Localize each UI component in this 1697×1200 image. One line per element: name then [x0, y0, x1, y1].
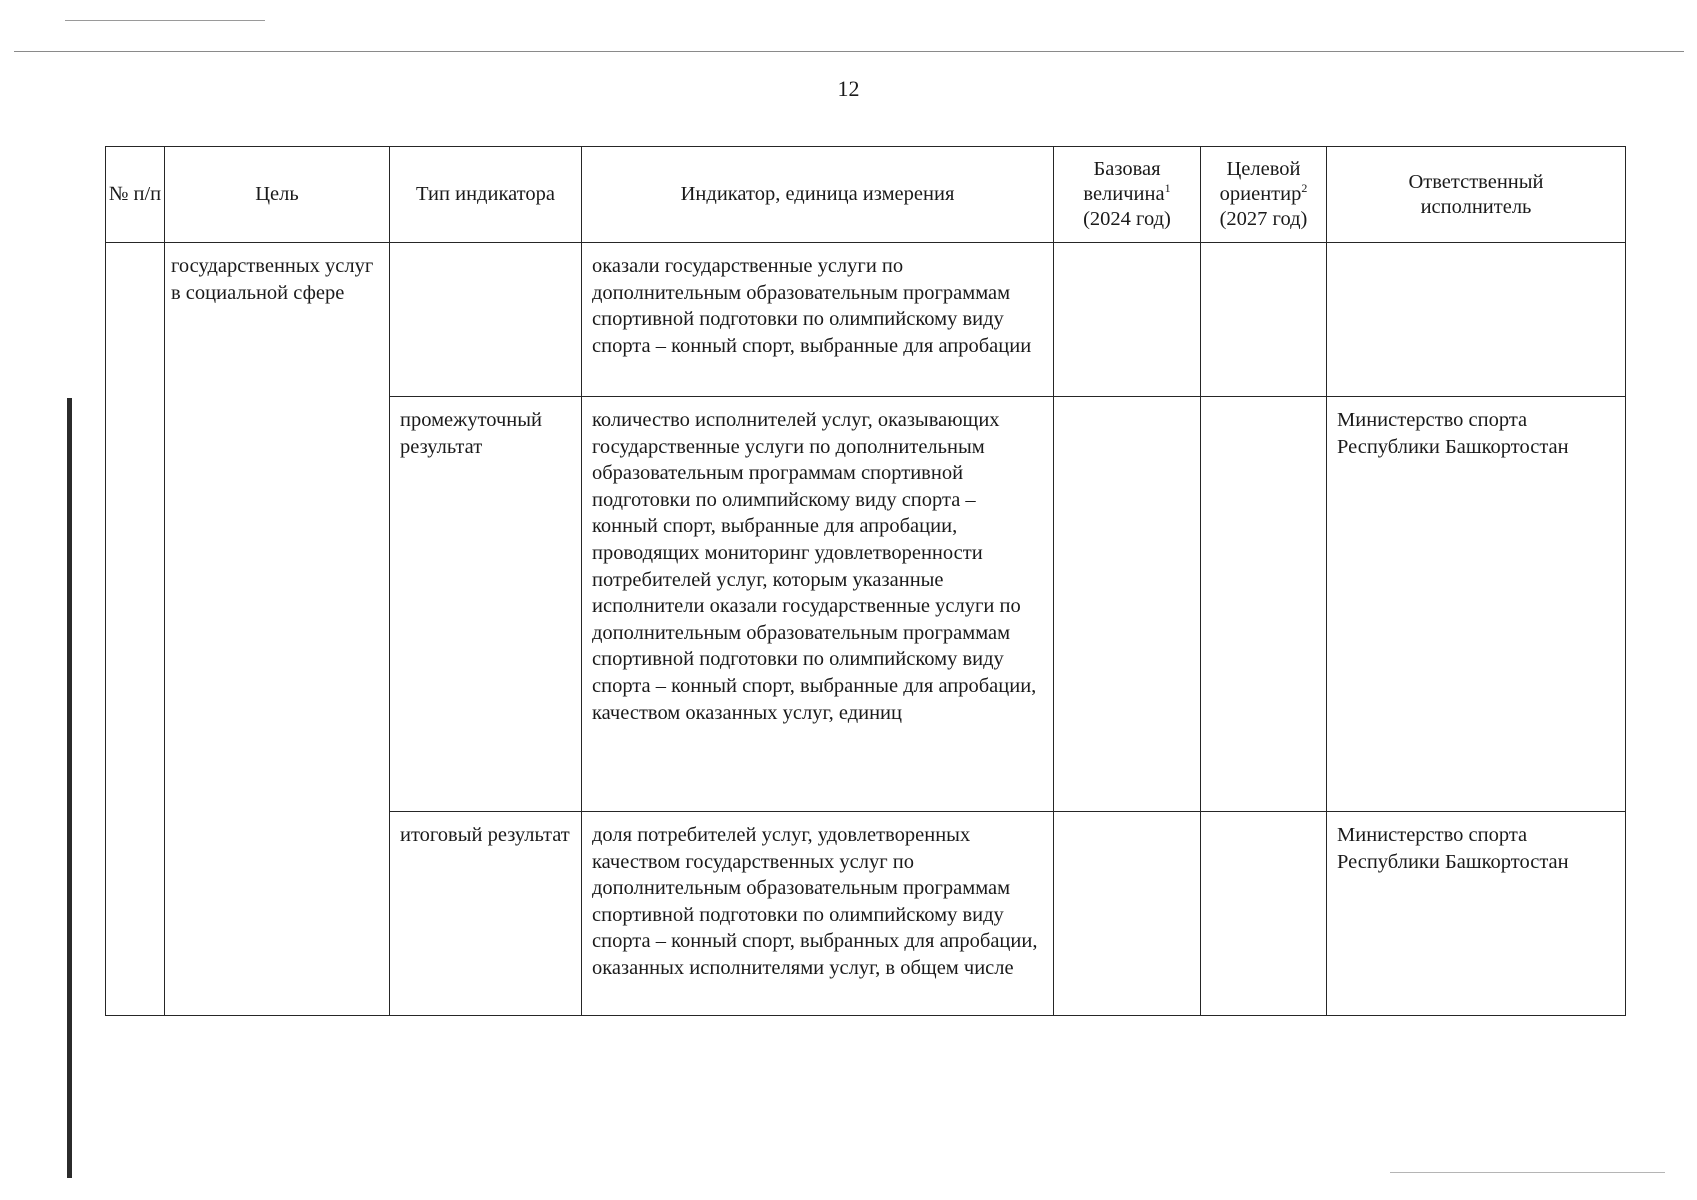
- header-base-value: [1054, 147, 1201, 243]
- header-target-line1: Целевой: [1226, 158, 1301, 180]
- top-short-rule: [65, 20, 265, 21]
- header-target-value: [1201, 147, 1327, 243]
- indicators-table: [105, 146, 1626, 1016]
- indicator-cell: оказали государственные услуги по дополнительным образовательным программам спортивной подготовки по олимпийскому виду спорта – конный спорт, выбранные для апробации: [582, 243, 1054, 397]
- base-value-cell: [1054, 812, 1201, 1016]
- goal-cell: государственных услуг в социальной сфере: [165, 243, 390, 1016]
- executor-cell: [1327, 243, 1626, 397]
- header-base-footnote: 1: [1164, 181, 1171, 196]
- target-value-cell: [1201, 243, 1327, 397]
- table-row: [106, 243, 1626, 397]
- header-indicator: Индикатор, единица измерения: [582, 147, 1054, 243]
- page-number: 12: [837, 76, 860, 101]
- scan-edge-bar: [67, 398, 72, 1178]
- header-target-footnote: 2: [1301, 181, 1308, 196]
- indicator-cell: количество исполнителей услуг, оказывающих государственные услуги по дополнительным образовательным программам спортивной подготовки по олимпийскому виду спорта – конный спорт, выбранные для апробации, проводящих мониторинг удовлетворенности потребителей услуг, которым указанные исполнители оказали государственные услуги по дополнительным образовательным программам спортивной подготовки по олимпийскому виду спорта – конный спорт, выбранные для апробации, качеством оказанных услуг, единиц: [582, 397, 1054, 812]
- indicator-type-cell: промежуточный результат: [390, 397, 582, 812]
- header-number: № п/п: [106, 147, 165, 243]
- indicator-type-cell: итоговый результат: [390, 812, 582, 1016]
- header-executor: [1327, 147, 1626, 243]
- top-rule: [14, 51, 1684, 52]
- header-base-line1: Базовая: [1093, 158, 1161, 180]
- indicator-type-cell: [390, 243, 582, 397]
- header-base-line2: величина: [1083, 183, 1165, 205]
- executor-cell: Министерство спорта Республики Башкортостан: [1327, 812, 1626, 1016]
- indicator-cell: доля потребителей услуг, удовлетворенных качеством государственных услуг по дополнительным образовательным программам спортивной подготовки по олимпийскому виду спорта – конный спорт, выбранных для апробации, оказанных исполнителями услуг, в общем числе: [582, 812, 1054, 1016]
- base-value-cell: [1054, 397, 1201, 812]
- header-executor-line1: Ответственный: [1408, 170, 1544, 193]
- header-indicator-type: Тип индикатора: [390, 147, 582, 243]
- header-executor-line2: исполнитель: [1420, 195, 1532, 218]
- executor-cell: Министерство спорта Республики Башкортостан: [1327, 397, 1626, 812]
- header-target-line3: (2027 год): [1219, 208, 1308, 230]
- target-value-cell: [1201, 397, 1327, 812]
- header-base-line3: (2024 год): [1083, 208, 1171, 230]
- target-value-cell: [1201, 812, 1327, 1016]
- header-goal: Цель: [165, 147, 390, 243]
- table-header-row: [106, 147, 1626, 243]
- bottom-rule: [1390, 1172, 1665, 1173]
- header-target-line2: ориентир: [1219, 183, 1302, 205]
- base-value-cell: [1054, 243, 1201, 397]
- row-number-cell: [106, 243, 165, 1016]
